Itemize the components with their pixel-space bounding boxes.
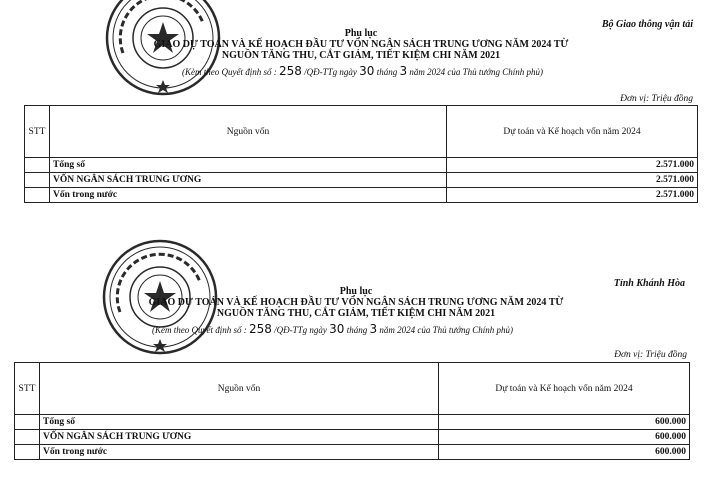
ref-month: 3 [369,322,378,336]
ref-suffix: năm 2024 của Thủ tướng Chính phủ) [409,67,544,77]
table-row [25,173,698,188]
row-name: VỐN NGÂN SÁCH TRUNG ƯƠNG [50,173,447,188]
row-name: Tổng số [50,158,447,173]
unit-label: Đơn vị: Triệu đồng [620,94,693,104]
row-stt [25,173,50,188]
decision-reference [182,64,543,78]
row-value: 2.571.000 [447,188,698,203]
budget-table [24,105,698,203]
row-value: 2.571.000 [447,158,698,173]
ref-month: 3 [399,64,408,78]
decision-reference [152,322,513,336]
table-row [25,188,698,203]
appendix-title-line1: GIAO DỰ TOÁN VÀ KẾ HOẠCH ĐẦU TƯ VỐN NGÂN SÁCH TRUNG ƯƠNG NĂM 2024 TỪ [153,39,569,50]
appendix-title-line1: GIAO DỰ TOÁN VÀ KẾ HOẠCH ĐẦU TƯ VỐN NGÂN SÁCH TRUNG ƯƠNG NĂM 2024 TỪ [148,297,564,308]
table-row [15,445,690,460]
row-stt [15,445,40,460]
budget-table [14,362,690,460]
table-header-row [15,363,690,415]
agency-name: Tỉnh Khánh Hòa [613,278,685,289]
ref-number: 258 [248,322,272,336]
row-value: 600.000 [439,430,690,445]
ref-prefix: (Kèm theo Quyết định số : [182,67,277,77]
table-row [15,415,690,430]
row-value: 600.000 [439,445,690,460]
row-name: Vốn trong nước [50,188,447,203]
row-name: Vốn trong nước [40,445,439,460]
header-stt: STT [15,363,40,415]
header-estimate: Dự toán và Kế hoạch vốn năm 2024 [439,363,690,415]
ref-day: 30 [329,322,345,336]
appendix-title-line2: NGUỒN TĂNG THU, CẮT GIẢM, TIẾT KIỆM CHI NĂM 2021 [221,50,501,61]
header-stt: STT [25,106,50,158]
unit-label: Đơn vị: Triệu đồng [614,350,687,360]
appendix-label: Phụ lục [344,28,378,39]
ref-month-word: tháng [376,67,398,77]
header-estimate: Dự toán và Kế hoạch vốn năm 2024 [447,106,698,158]
appendix-title-line2: NGUỒN TĂNG THU, CẮT GIẢM, TIẾT KIỆM CHI NĂM 2021 [216,308,496,319]
agency-name: Bộ Giao thông vận tải [601,19,693,30]
header-source: Nguồn vốn [40,363,439,415]
row-name: VỐN NGÂN SÁCH TRUNG ƯƠNG [40,430,439,445]
appendix-label: Phụ lục [339,286,373,297]
ref-prefix: (Kèm theo Quyết định số : [152,325,247,335]
table-row [25,158,698,173]
header-source: Nguồn vốn [50,106,447,158]
row-value: 600.000 [439,415,690,430]
ref-day: 30 [359,64,375,78]
ref-number: 258 [278,64,302,78]
row-stt [15,415,40,430]
ref-month-word: tháng [346,325,368,335]
row-value: 2.571.000 [447,173,698,188]
table-row [15,430,690,445]
ref-suffix: năm 2024 của Thủ tướng Chính phủ) [379,325,514,335]
ref-mid: /QĐ-TTg ngày [304,67,357,77]
row-stt [25,188,50,203]
ref-mid: /QĐ-TTg ngày [274,325,327,335]
table-header-row [25,106,698,158]
row-stt [15,430,40,445]
row-name: Tổng số [40,415,439,430]
row-stt [25,158,50,173]
